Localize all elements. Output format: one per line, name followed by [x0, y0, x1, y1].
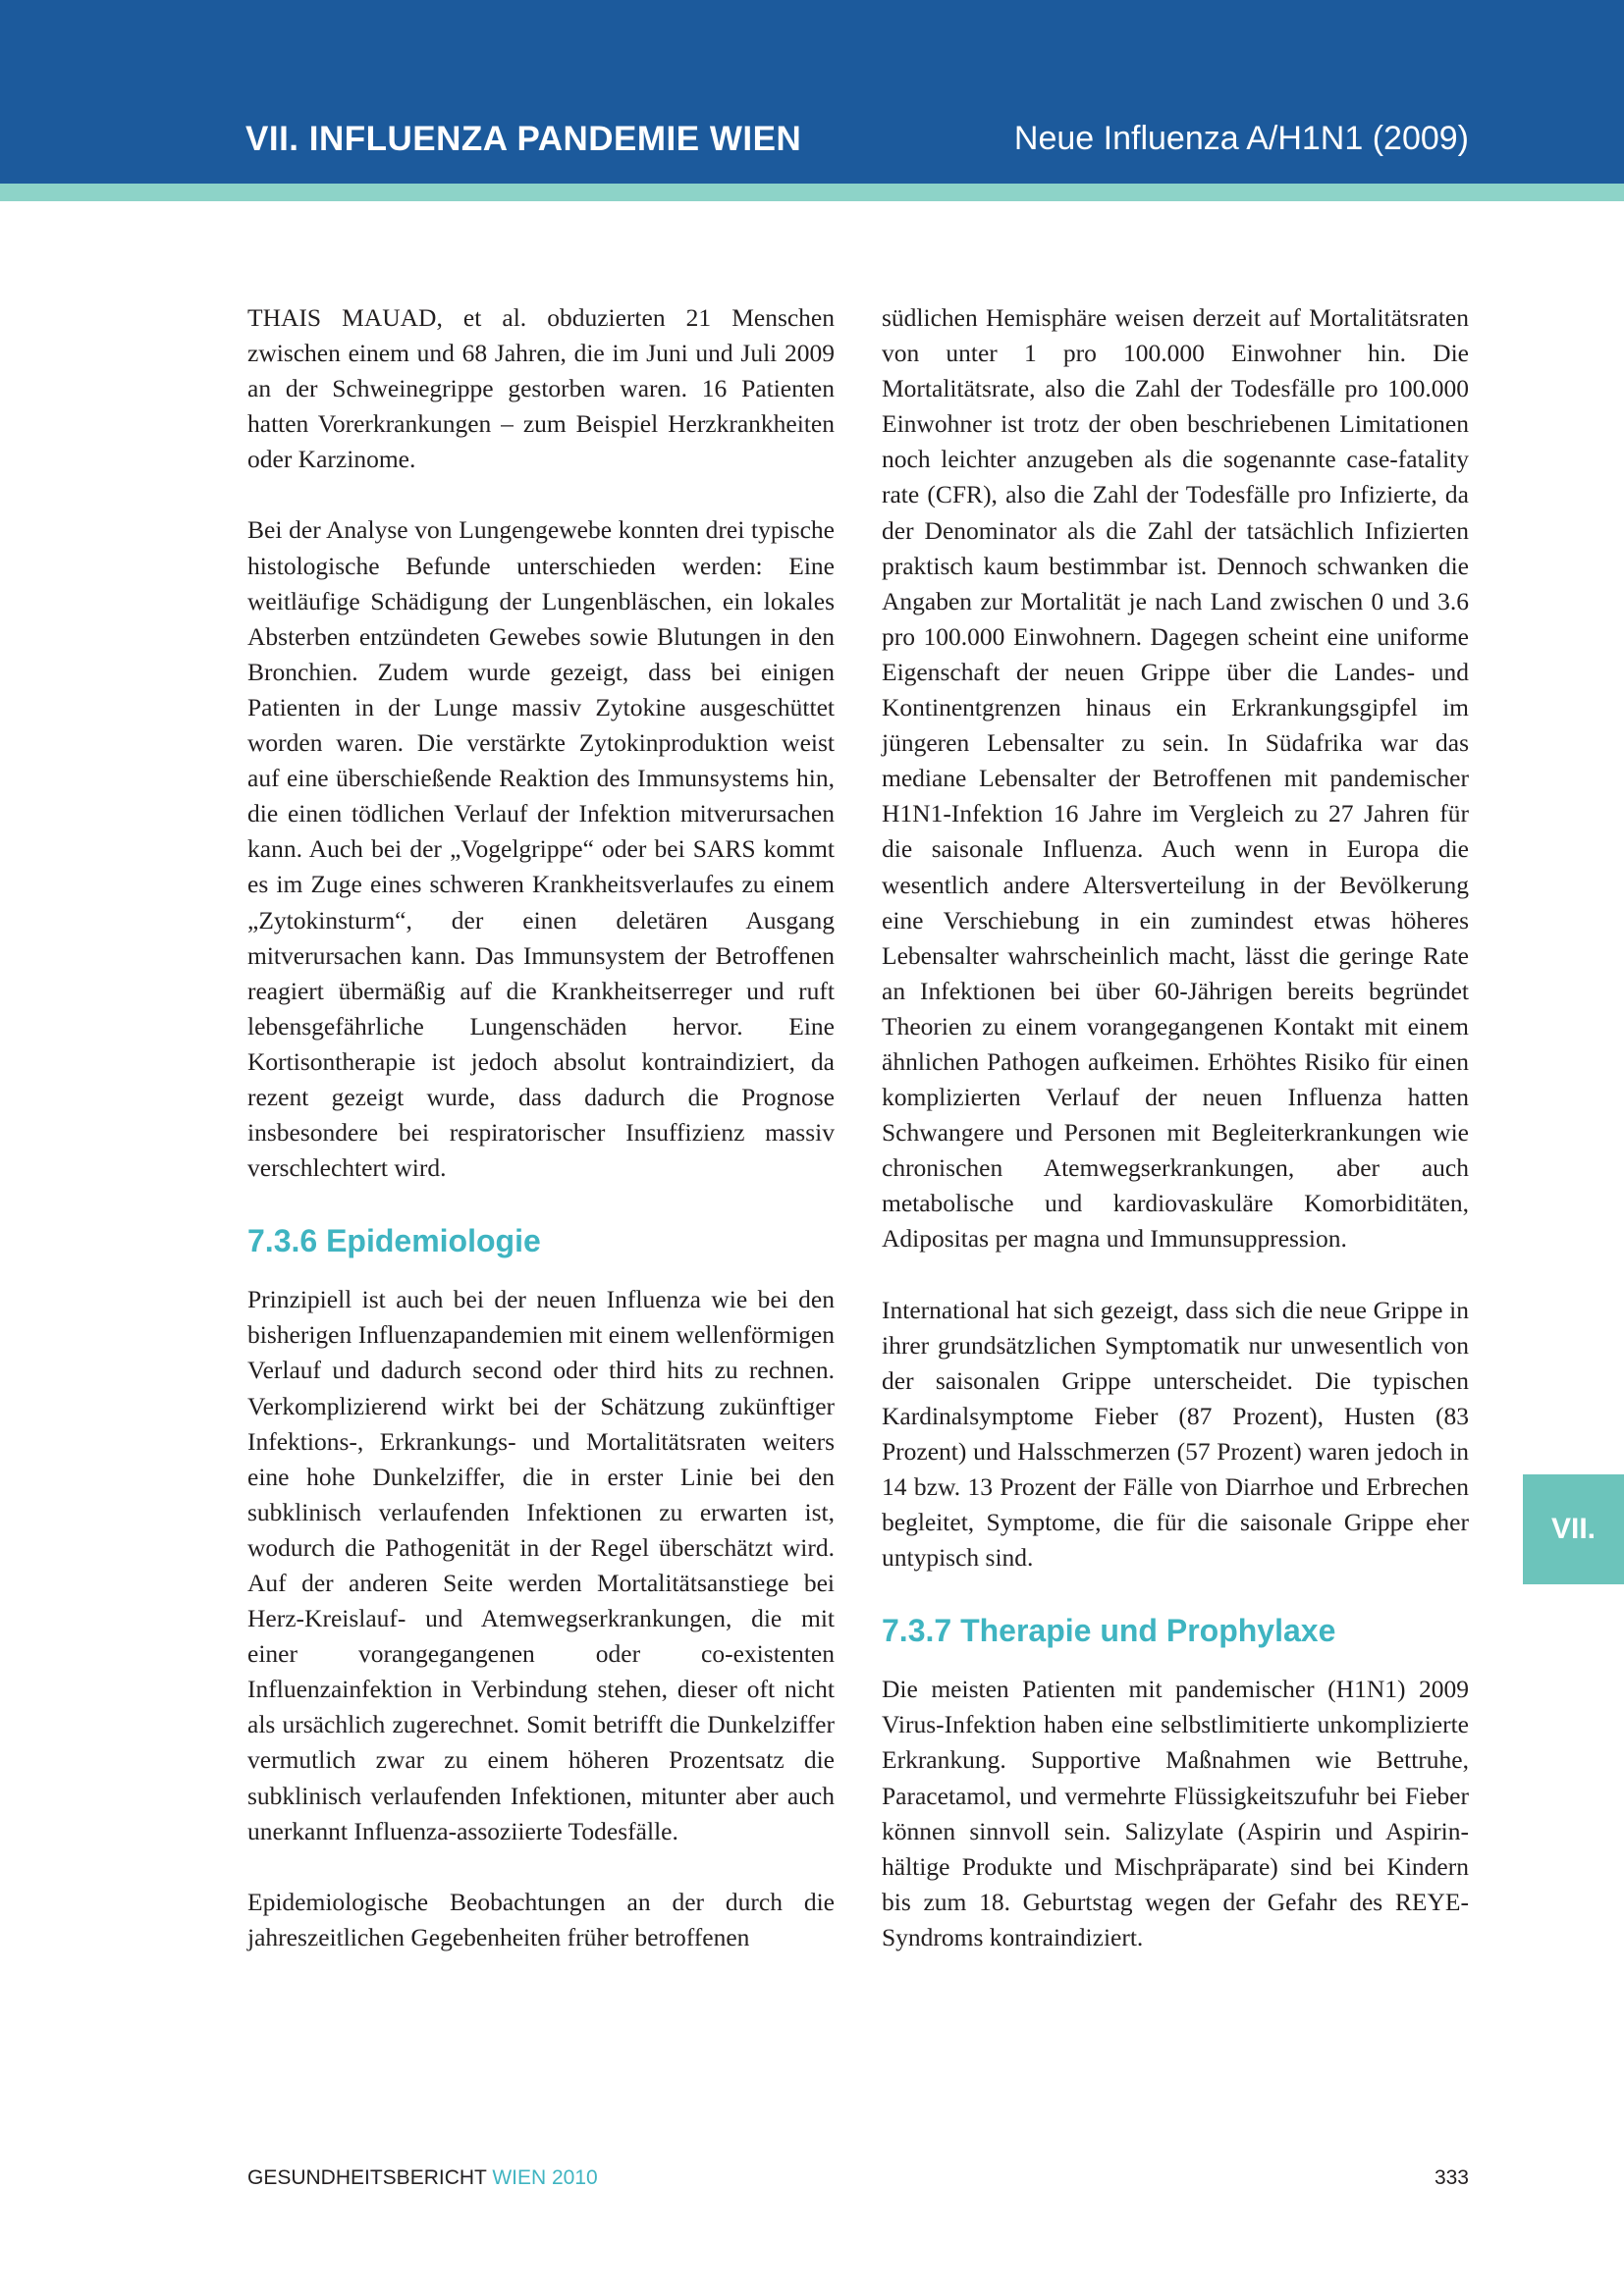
chapter-title: VII. INFLUENZA PANDEMIE WIEN [245, 120, 802, 158]
paragraph-beobachtungen: Epidemiologische Beobachtungen an der durch die jahreszeitlichen Gegebenheiten früher betroffenen [247, 1887, 835, 1951]
page-number: 333 [1434, 2166, 1469, 2189]
paragraph-lungengewebe: Bei der Analyse von Lungengewebe konnten drei typische histologische Befunde unterschieden werden: Eine weitläufige Schädigung der Lungenbläschen, ein lokales Absterben entzündeten Gewebes sowie Blutungen in den Bronchien. Zudem wurde gezeigt, dass bei einigen Patienten in der Lunge massiv Zytokine ausgeschüttet worden waren. Die verstärkte Zytokinproduktion weist auf eine überschießende Reaktion des Immunsystems hin, die einen tödlichen Verlauf der Infektion mitverursachen kann. Auch bei der „Vogelgrippe“ oder bei SARS kommt es im Zuge eines schweren Krankheitsverlaufes zu einem „Zytokinsturm“, der einen deletären Ausgang mitverursachen kann. Das Immunsystem der Betroffenen reagiert übermäßig auf die Krankheitserreger und ruft lebensgefährliche Lungenschäden hervor. Eine Kortisontherapie ist jedoch absolut kontraindiziert, da rezent gezeigt wurde, dass dadurch die Prognose insbesondere bei respiratorischer Insuffizienz massiv verschlechtert wird. [247, 515, 835, 1183]
footer-report-name: GESUNDHEITSBERICHT [247, 2166, 487, 2189]
footer-report [247, 2166, 598, 2190]
paragraph-prinzipiell: Prinzipiell ist auch bei der neuen Influenza wie bei den bisherigen Influenzapandemien mit einem wellenförmigen Verlauf und dadurch second oder third hits zu rechnen. Verkomplizierend wirkt bei der Schätzung zukünftiger Infektions-, Erkrankungs- und Mortalitätsraten weiters eine hohe Dunkelziffer, die in erster Linie bei den subklinisch verlaufenden Infektionen zu erwarten ist, wodurch die Pathogenität in der Regel überschätzt wird. Auf der anderen Seite werden Mortalitätsanstiege bei Herz-Kreislauf- und Atemwegserkrankungen, die mit einer vorangegangenen oder co-existenten Influenzainfektion in Verbindung stehen, dieser oft nicht als ursächlich zugerechnet. Somit betrifft die Dunkelziffer vermutlich zwar zu einem höheren Prozentsatz die subklinisch verlaufenden Infektionen, mitunter aber auch unerkannt Influenza-assoziierte Todesfälle. [247, 1285, 835, 1845]
chapter-tab-label: VII. [1550, 1513, 1596, 1545]
section-title: Neue Influenza A/H1N1 (2009) [1013, 120, 1469, 157]
heading-epidemiologie: 7.3.6 Epidemiologie [247, 1223, 541, 1259]
paragraph-mauad: THAIS MAUAD, et al. obduzierten 21 Menschen zwischen einem und 68 Jahren, die im Juni und Juli 2009 an der Schweinegrippe gestorben waren. 16 Patienten hatten Vorerkrankungen – zum Beispiel Herzkrankheiten oder Karzinome. [247, 303, 835, 474]
chapter-tab [1523, 1474, 1624, 1584]
left-column [247, 300, 835, 1991]
paragraph-symptomatik: International hat sich gezeigt, dass sich die neue Grippe in ihrer grundsätzlichen Symptomatik nur unwesentlich von der saisonalen Grippe unterscheidet. Die typischen Kardinalsymptome Fieber (87 Prozent), Husten (83 Prozent) und Halsschmerzen (57 Prozent) waren jedoch in 14 bzw. 13 Prozent der Fälle von Diarrhoe und Erbrechen begleitet, Symptome, die für die saisonale Grippe eher untypisch sind. [882, 1295, 1469, 1573]
header-stripe [0, 184, 1624, 201]
heading-therapie: 7.3.7 Therapie und Prophylaxe [882, 1613, 1336, 1649]
paragraph-therapie: Die meisten Patienten mit pandemischer (H1N1) 2009 Virus-Infektion haben eine selbstlimitierte unkomplizierte Erkrankung. Supportive Maßnahmen wie Bettruhe, Paracetamol, und vermehrte Flüssigkeitszufuhr bei Fieber können sinnvoll sein. Salizylate (Aspirin und Aspirin-hältige Produkte und Mischpräparate) sind bei Kindern bis zum 18. Geburtstag wegen der Gefahr des REYE-Syndroms kontraindiziert. [882, 1675, 1469, 1951]
paragraph-mortalitaet: südlichen Hemisphäre weisen derzeit auf Mortalitätsraten von unter 1 pro 100.000 Einwohner hin. Die Mortalitätsrate, also die Zahl der Todesfälle pro 100.000 Einwohner ist trotz der oben beschriebenen Limitationen noch leichter anzugeben als die sogenannte case-fatality rate (CFR), also die Zahl der Todesfälle pro Infizierte, da der Denominator als die Zahl der tatsächlich Infizierten praktisch kaum bestimmbar ist. Dennoch schwanken die Angaben zur Mortalität je nach Land zwischen 0 und 3.6 pro 100.000 Einwohnern. Dagegen scheint eine uniforme Eigenschaft der neuen Grippe über die Landes- und Kontinentgrenzen hinaus ein Erkrankungsgipfel im jüngeren Lebensalter zu sein. In Südafrika war das mediane Lebensalter der Betroffenen mit pandemischer H1N1-Infektion 16 Jahre im Vergleich zu 27 Jahren für die saisonale Influenza. Auch wenn in Europa die wesentlich andere Altersverteilung in der Bevölkerung eine Verschiebung in ein zumindest etwas höheres Lebensalter wahrscheinlich macht, lässt die geringe Rate an Infektionen bei über 60-Jährigen bereits begründet Theorien zu einem vorangegangenen Kontakt mit einem ähnlichen Pathogen aufkeimen. Erhöhtes Risiko für einen komplizierten Verlauf der neuen Influenza hatten Schwangere und Personen mit Begleiterkrankungen wie chronischen Atemwegserkrankungen, aber auch metabolische und kardiovaskuläre Komorbiditäten, Adipositas per magna und Immunsuppression. [882, 303, 1469, 1254]
right-column [882, 300, 1469, 1991]
footer-report-place-year: WIEN 2010 [492, 2166, 598, 2189]
